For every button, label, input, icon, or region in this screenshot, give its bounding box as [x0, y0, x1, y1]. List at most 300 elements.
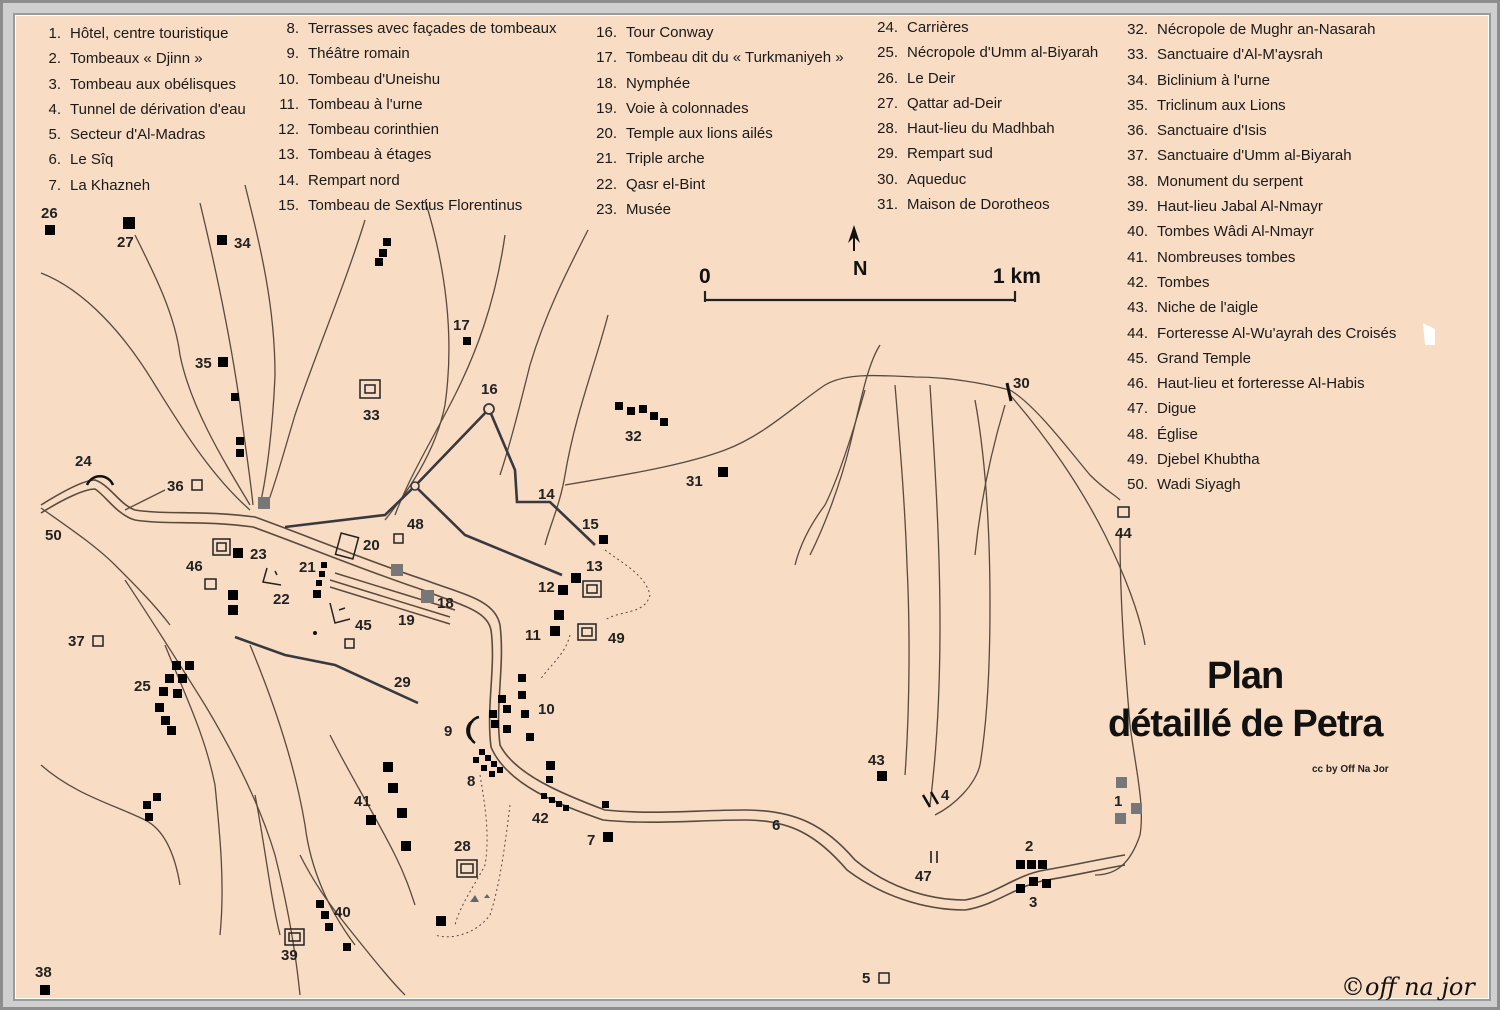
legend-item-number: 15.: [278, 197, 299, 215]
legend-item-number: 36.: [1127, 122, 1148, 140]
map-site-label: 2: [1025, 838, 1034, 855]
legend-item: [39, 173, 246, 198]
legend-item-label: Maison de Dorotheos: [907, 196, 1050, 214]
tomb-marker: [491, 720, 499, 728]
legend-item-label: Rempart sud: [907, 145, 993, 163]
map-site-label: 45: [355, 617, 372, 634]
legend-item-number: 4.: [48, 100, 61, 118]
legend-column-3: [591, 20, 844, 222]
legend-item-label: Voie à colonnades: [626, 99, 749, 117]
legend-item-number: 20.: [596, 125, 617, 143]
legend-item: [277, 92, 556, 117]
legend-item-label: Nécropole de Mughr an-Nasarah: [1157, 21, 1376, 38]
tomb-marker: [45, 225, 55, 235]
tomb-marker: [521, 710, 529, 718]
map-site-label: 39: [281, 947, 298, 964]
tomb-marker: [489, 710, 497, 718]
legend-item-label: Tombes Wâdi Al-Nmayr: [1157, 223, 1314, 241]
legend-item: [591, 197, 844, 222]
legend-item-label: Aqueduc: [907, 170, 967, 188]
legend-item-label: Biclinium à l'urne: [1157, 71, 1270, 89]
legend-item-label: Djebel Khubtha: [1157, 451, 1260, 469]
legend-item-number: 48.: [1127, 425, 1148, 443]
tomb-marker: [316, 900, 324, 908]
legend-item: [591, 20, 844, 45]
tomb-marker: [615, 402, 623, 410]
map-site-label: 31: [686, 473, 703, 490]
legend-item-label: Triclinum aux Lions: [1157, 96, 1286, 114]
map-title-line-1: Plan: [1207, 655, 1284, 697]
tomb-marker: [319, 571, 325, 577]
legend-column-5: [1122, 17, 1396, 498]
legend-item: [277, 193, 556, 218]
tomb-marker: [173, 689, 182, 698]
map-site-label: 48: [407, 516, 424, 533]
legend-item: [39, 122, 246, 147]
legend-item-label: Le Sîq: [70, 151, 114, 169]
tomb-marker: [218, 357, 228, 367]
tomb-marker: [556, 801, 562, 807]
legend-item-number: 26.: [877, 69, 898, 87]
legend-item-label: Forteresse Al-Wu'ayrah des Croisés: [1157, 324, 1397, 342]
legend-item-label: Hôtel, centre touristique: [70, 25, 229, 42]
legend-item: [1122, 346, 1396, 371]
credit-text: cc by Off Na Jor: [1312, 764, 1389, 775]
tomb-marker: [660, 418, 668, 426]
sanctuary-marker: [394, 534, 403, 543]
map-site-label: 37: [68, 633, 85, 650]
wadi-line: [41, 508, 170, 625]
footpath: [540, 635, 570, 680]
legend-item: [1122, 321, 1396, 346]
map-site-label: 41: [354, 793, 371, 810]
dam-icon: [931, 851, 937, 863]
white-notch: [1423, 323, 1435, 345]
legend-item: [1122, 245, 1396, 270]
legend-item-label: Wadi Siyagh: [1157, 476, 1241, 494]
map-site-label: 44: [1115, 525, 1132, 542]
tomb-marker: [153, 793, 161, 801]
map-site-label: 6: [772, 817, 781, 834]
legend-item-number: 3.: [48, 75, 61, 93]
legend-item-label: Musée: [626, 201, 672, 219]
legend-item-number: 14.: [278, 171, 299, 189]
sanctuary-marker: [461, 864, 473, 873]
legend-item-label: Nombreuses tombes: [1157, 248, 1296, 266]
legend-item-number: 29.: [877, 145, 898, 163]
map-site-label: 18: [437, 595, 454, 612]
legend-item-label: Tombeau à l'urne: [308, 95, 423, 113]
theatre-icon: [467, 717, 479, 743]
map-site-label: 8: [467, 773, 476, 790]
tomb-marker: [479, 749, 485, 755]
legend-item-label: Haut-lieu Jabal Al-Nmayr: [1157, 198, 1323, 216]
tomb-marker: [316, 580, 322, 586]
tomb-marker: [236, 449, 244, 457]
legend-item-number: 30.: [877, 170, 898, 188]
map-site-label: 38: [35, 964, 52, 981]
legend-item: [591, 121, 844, 146]
map-site-label: 11: [525, 627, 541, 644]
legend-item-number: 46.: [1127, 375, 1148, 393]
legend-item: [1122, 118, 1396, 143]
building-marker: [1131, 803, 1142, 814]
tomb-marker: [718, 467, 728, 477]
main-road-inner: [41, 489, 1125, 910]
legend-item-number: 22.: [596, 175, 617, 193]
map-site-label: 15: [582, 516, 599, 533]
tomb-marker: [325, 923, 333, 931]
tomb-marker: [602, 801, 609, 808]
tomb-marker: [161, 716, 170, 725]
tomb-marker: [1027, 860, 1036, 869]
tomb-marker: [388, 783, 398, 793]
map-site-label: 14: [538, 486, 555, 503]
tomb-marker: [231, 393, 239, 401]
scale-start-label: 0: [699, 265, 711, 288]
scale-end-label: 1 km: [993, 265, 1041, 288]
wadi-line: [565, 375, 1120, 500]
legend-item-label: Tombeau corinthien: [308, 121, 439, 139]
legend-item: [277, 16, 556, 41]
rampart-south: [235, 637, 418, 703]
legend-item-number: 16.: [596, 24, 617, 41]
tomb-marker: [546, 776, 553, 783]
legend-item-number: 31.: [877, 196, 898, 214]
legend-item: [1122, 472, 1396, 497]
legend-item: [39, 147, 246, 172]
tomb-marker: [178, 674, 187, 683]
legend-item-label: Sanctuaire d'Al-M'aysrah: [1157, 46, 1323, 64]
tomb-marker: [603, 832, 613, 842]
legend-item-label: Tombeau à étages: [308, 146, 432, 164]
legend-item-number: 33.: [1127, 46, 1148, 64]
map-site-label: 24: [75, 453, 92, 470]
building-marker: [391, 564, 403, 576]
legend-item-label: Niche de l'aigle: [1157, 299, 1259, 317]
legend-item-label: Qattar ad-Deir: [907, 94, 1003, 112]
legend-item-number: 1.: [48, 25, 61, 42]
map-site-label: 35: [195, 355, 212, 372]
sanctuary-marker: [365, 385, 375, 393]
map-site-label: 28: [454, 838, 471, 855]
map-title-line-2: détaillé de Petra: [1108, 703, 1383, 745]
legend-item: [39, 21, 246, 46]
map-site-label: 27: [117, 234, 134, 251]
wadi-line: [895, 385, 909, 775]
map-site-label: 33: [363, 407, 380, 424]
sanctuary-marker: [457, 860, 477, 877]
legend-item-number: 38.: [1127, 172, 1148, 190]
wadi-line: [795, 390, 865, 565]
legend-item-label: Tombes: [1157, 273, 1210, 291]
map-site-label: 17: [453, 317, 470, 334]
tomb-marker: [473, 757, 479, 763]
tomb-marker: [233, 548, 243, 558]
legend-item: [1122, 219, 1396, 244]
tomb-marker: [497, 767, 503, 773]
legend-item-number: 44.: [1127, 324, 1148, 342]
wadi-line: [41, 273, 250, 510]
wadi-line: [267, 220, 365, 505]
legend-item-label: Théâtre romain: [308, 45, 410, 63]
legend-item: [39, 97, 246, 122]
map-site-label: 30: [1013, 375, 1030, 392]
tomb-marker: [526, 733, 534, 741]
legend-item-number: 49.: [1127, 451, 1148, 469]
tomb-marker: [321, 562, 327, 568]
legend-item: [591, 96, 844, 121]
tomb-marker: [463, 337, 471, 345]
tomb-marker: [228, 605, 238, 615]
legend-item-number: 5.: [48, 126, 61, 144]
sanctuary-marker: [205, 579, 216, 589]
legend-item-label: La Khazneh: [70, 176, 151, 194]
tomb-marker: [383, 238, 391, 246]
map-site-label: 25: [134, 678, 151, 695]
building-marker: [421, 590, 434, 603]
legend-item: [1122, 422, 1396, 447]
qasr-outline: [263, 568, 281, 585]
map-site-label: 23: [250, 546, 267, 563]
ramparts: [235, 409, 595, 703]
map-site-label: 16: [481, 381, 498, 398]
legend-item-number: 21.: [596, 150, 617, 168]
tomb-marker: [503, 705, 511, 713]
wadi-line: [935, 400, 990, 815]
legend-item-label: Rempart nord: [308, 171, 400, 189]
wadi-line: [255, 795, 280, 935]
legend-column-1: [39, 21, 246, 198]
tomb-marker: [485, 755, 491, 761]
legend-item: [1122, 194, 1396, 219]
tomb-marker: [123, 217, 135, 229]
wadi-line: [385, 200, 449, 520]
map-site-label: 4: [941, 787, 950, 804]
map-site-label: 12: [538, 579, 555, 596]
legend-item: [39, 46, 246, 71]
rampart-north: [285, 409, 595, 545]
wadi-line: [165, 645, 222, 935]
sanctuary-marker: [285, 929, 304, 945]
legend-item: [1122, 447, 1396, 472]
tomb-marker: [541, 793, 547, 799]
map-site-label: 32: [625, 428, 642, 445]
tomb-marker: [1029, 877, 1038, 886]
legend-item-number: 45.: [1127, 349, 1148, 367]
building-markers: [258, 497, 1142, 824]
legend-item-label: Temple aux lions ailés: [626, 125, 773, 143]
legend-item-label: Haut-lieu du Madhbah: [907, 120, 1055, 138]
legend-item-number: 35.: [1127, 96, 1148, 114]
map-site-label: 22: [273, 591, 290, 608]
legend-item: [277, 168, 556, 193]
legend-item: [591, 45, 844, 70]
tomb-marker: [571, 573, 581, 583]
map-site-label: 40: [334, 904, 351, 921]
legend-item-number: 50.: [1127, 476, 1148, 494]
legend-item: [1122, 93, 1396, 118]
tomb-marker: [546, 761, 555, 770]
legend-item: [872, 192, 1098, 217]
wadi-line: [300, 855, 405, 995]
tomb-marker: [549, 797, 555, 803]
map-site-label: 46: [186, 558, 203, 575]
legend-item-label: Tombeau d'Uneishu: [308, 70, 441, 88]
map-site-label: 7: [587, 832, 596, 849]
legend-item-number: 28.: [877, 120, 898, 138]
legend-item: [277, 67, 556, 92]
tomb-marker: [40, 985, 50, 995]
legend-item-number: 18.: [596, 74, 617, 92]
tomb-marker: [436, 916, 446, 926]
wadi-line: [810, 345, 880, 555]
tomb-marker: [185, 661, 194, 670]
legend-item-label: Monument du serpent: [1157, 172, 1303, 190]
legend-item-number: 11.: [279, 95, 299, 113]
map-site-label: 10: [538, 701, 555, 718]
tomb-marker: [481, 765, 487, 771]
legend-item: [1122, 295, 1396, 320]
legend-item-label: Tombeau dit du « Turkmaniyeh »: [626, 49, 844, 67]
sanctuary-marker: [192, 480, 202, 490]
tomb-marker: [1016, 860, 1025, 869]
tomb-marker: [491, 761, 497, 767]
main-road-outer: [41, 480, 1125, 900]
legend-item: [277, 41, 556, 66]
legend-item-label: Tombeau aux obélisques: [70, 75, 236, 93]
tomb-marker: [554, 610, 564, 620]
wadi-line: [250, 645, 355, 945]
building-marker: [258, 497, 270, 509]
legend-item-label: Sanctuaire d'Isis: [1157, 122, 1267, 140]
main-road: [41, 480, 1125, 910]
legend-item: [591, 172, 844, 197]
legend-item: [872, 15, 1098, 40]
legend-item-label: Terrasses avec façades de tombeaux: [308, 20, 557, 37]
legend-item-label: Tour Conway: [626, 24, 714, 41]
quarry-icon: [87, 476, 113, 485]
map-site-label: 20: [363, 537, 380, 554]
sanctuary-marker: [583, 581, 601, 597]
legend-item: [872, 167, 1098, 192]
sanctuary-marker: [582, 628, 592, 636]
legend-item-number: 9.: [286, 45, 299, 63]
sanctuary-marker: [93, 636, 103, 646]
map-site-label: 42: [532, 810, 549, 827]
legend-item-label: Le Deir: [907, 69, 956, 87]
wadi-line: [500, 230, 588, 475]
legend-item-number: 24.: [877, 19, 898, 36]
tomb-marker: [321, 911, 329, 919]
grand-temple-outline: [330, 603, 350, 623]
map-site-label: 36: [167, 478, 184, 495]
map-site-label: 49: [608, 630, 625, 647]
map-site-label: 1: [1114, 793, 1123, 810]
wadi-line: [125, 490, 165, 510]
map-site-label: 50: [45, 527, 62, 544]
legend-item: [591, 71, 844, 96]
wadi-lines: [41, 185, 1145, 995]
map-site-label: 29: [394, 674, 411, 691]
legend-item-number: 19.: [596, 99, 617, 117]
legend-item-number: 17.: [596, 49, 617, 67]
map-site-label: 9: [444, 723, 453, 740]
map-site-label: 26: [41, 205, 58, 222]
legend-item-label: Haut-lieu et forteresse Al-Habis: [1157, 375, 1365, 393]
legend-item-label: Nécropole d'Umm al-Biyarah: [907, 44, 1099, 62]
legend-item-label: Digue: [1157, 400, 1197, 418]
conway-tower-marker: [484, 404, 494, 414]
tomb-marker: [236, 437, 244, 445]
legend-item-number: 25.: [877, 44, 898, 62]
legend-item: [872, 40, 1098, 65]
sanctuary-marker: [289, 933, 300, 941]
tomb-marker: [558, 585, 568, 595]
legend-item: [277, 142, 556, 167]
tomb-markers: [40, 217, 1051, 995]
legend-item-number: 2.: [48, 50, 61, 68]
tomb-marker: [489, 771, 495, 777]
legend-item: [1122, 17, 1396, 42]
legend-item-number: 40.: [1127, 223, 1148, 241]
tomb-marker: [563, 805, 569, 811]
legend-item-label: Tombeaux « Djinn »: [70, 50, 203, 68]
legend-item-number: 34.: [1127, 71, 1148, 89]
tomb-marker: [401, 841, 411, 851]
tomb-marker: [228, 590, 238, 600]
tomb-marker: [650, 412, 658, 420]
tomb-marker: [397, 808, 407, 818]
legend-item-label: Secteur d'Al-Madras: [70, 126, 206, 144]
tomb-marker: [383, 762, 393, 772]
tomb-marker: [503, 725, 511, 733]
legend-item-label: Grand Temple: [1157, 349, 1251, 367]
sanctuary-marker: [1118, 507, 1129, 517]
altar-icon: [470, 894, 490, 902]
legend-item-number: 10.: [278, 70, 299, 88]
legend-item-label: Triple arche: [626, 150, 705, 168]
wadi-line: [395, 235, 505, 515]
legend-item-number: 7.: [48, 176, 61, 194]
wadi-line: [245, 185, 275, 505]
tomb-marker: [165, 674, 174, 683]
sanctuary-marker: [360, 380, 380, 398]
legend-item-number: 41.: [1127, 248, 1148, 266]
tomb-marker: [379, 249, 387, 257]
legend-item: [1122, 68, 1396, 93]
tomb-marker: [550, 626, 560, 636]
legend-item: [872, 141, 1098, 166]
map-site-label: 19: [398, 612, 415, 629]
tomb-marker: [145, 813, 153, 821]
sanctuary-marker: [345, 639, 354, 648]
tomb-marker: [343, 943, 351, 951]
dot-marker: [313, 631, 317, 635]
legend-item: [872, 116, 1098, 141]
legend-item: [1122, 270, 1396, 295]
wadi-line: [41, 765, 180, 885]
legend-column-2: [277, 16, 556, 218]
copyright-text: ©off na jor: [1341, 973, 1475, 1001]
tomb-marker: [599, 535, 608, 544]
legend-item: [872, 91, 1098, 116]
legend-item-number: 13.: [278, 146, 299, 164]
map-site-label: 21: [299, 559, 316, 576]
tomb-marker: [518, 691, 526, 699]
map-site-label: 3: [1029, 894, 1038, 911]
legend-item-number: 42.: [1127, 273, 1148, 291]
